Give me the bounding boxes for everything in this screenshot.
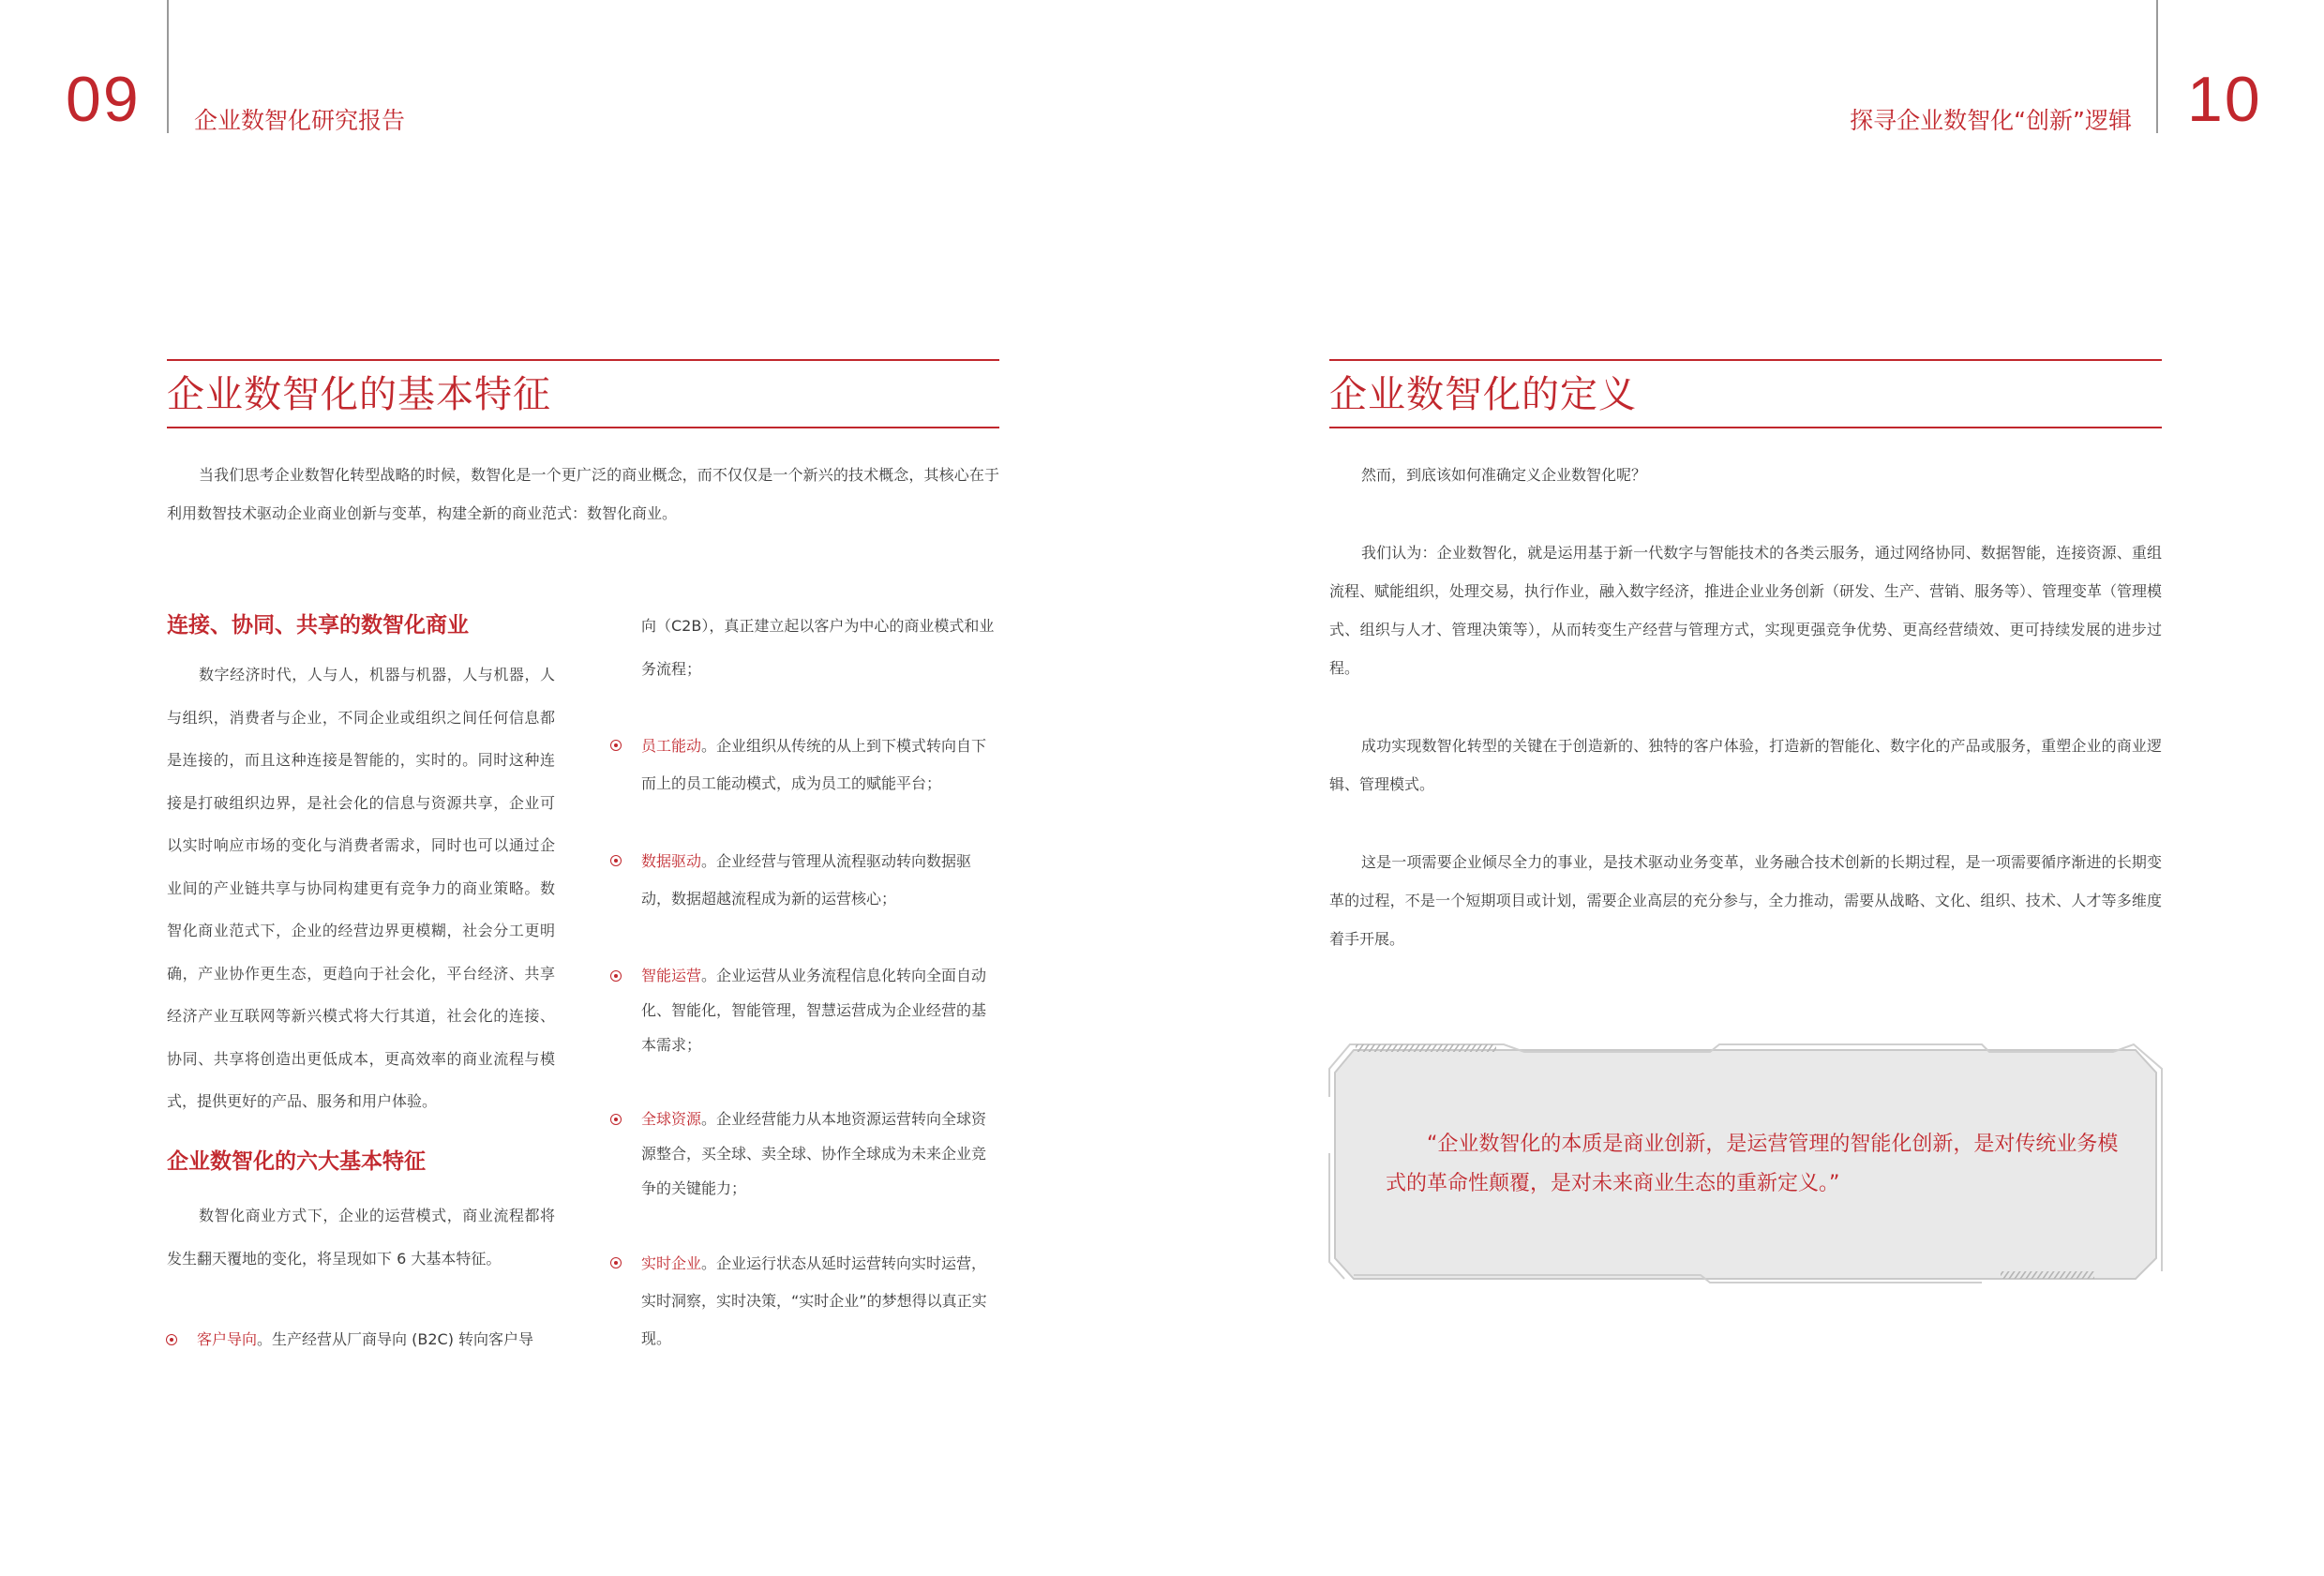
bullet-target-icon [610, 1114, 622, 1125]
feature-employee-initiative [641, 728, 999, 803]
feature-label: 实时企业 [641, 1254, 702, 1272]
feature-label: 员工能动 [641, 737, 702, 755]
left-page-number: 09 [66, 64, 141, 135]
feature-text: 。 [257, 1330, 273, 1348]
definition-question: 然而，到底该如何准确定义企业数智化呢？ [1361, 466, 1647, 484]
feature-label: 数据驱动 [641, 852, 702, 870]
feature-text: 。企业运营从业务流程信息化转向全面自动化、智能化，智能管理，智慧运营成为企业经营的基本需求； [641, 967, 987, 1054]
right-section-title: 企业数智化的定义 [1329, 373, 1637, 416]
section-rule-bottom [167, 427, 999, 428]
six-features-paragraph: 数智化商业方式下，企业的运营模式，商业流程都将发生翻天覆地的变化，将呈现如下 6 大基本特征。 [167, 1207, 555, 1268]
feature-label: 客户导向 [197, 1330, 258, 1348]
left-intro-paragraph: 当我们思考企业数智化转型战略的时候，数智化是一个更广泛的商业概念，而不仅仅是一个新兴的技术概念，其核心在于利用数智技术驱动企业商业创新与变革，构建全新的商业范式：数智化商业。 [167, 466, 999, 522]
section-rule-top [167, 359, 999, 361]
feature-real-time-enterprise [641, 1245, 999, 1358]
left-running-title: 企业数智化研究报告 [194, 107, 406, 134]
bullet-target-icon [610, 855, 622, 866]
right-running-title: 探寻企业数智化“创新”逻辑 [1850, 107, 2132, 134]
key-success-paragraph: 成功实现数智化转型的关键在于创造新的、独特的客户体验，打造新的智能化、数字化的产品或服务，重塑企业的商业逻辑、管理模式。 [1329, 737, 2162, 793]
quote-text: “企业数智化的本质是商业创新，是运营管理的智能化创新，是对传统业务模式的革命性颠覆，是对未来商业生态的重新定义。” [1386, 1133, 2119, 1195]
feature-text: 。企业组织从传统的从上到下模式转向自下而上的员工能动模式，成为员工的赋能平台； [641, 737, 987, 792]
feature-text-line1: 生产经营从厂商导向 (B2C) 转向客户导 [272, 1330, 534, 1348]
feature-customer-oriented-continued: 向（C2B），真正建立起以客户为中心的商业模式和业务流程； [641, 617, 995, 678]
right-page-number: 10 [2187, 64, 2262, 135]
subheading-connection: 连接、协同、共享的数智化商业 [167, 613, 469, 638]
subheading-six-features: 企业数智化的六大基本特征 [167, 1149, 426, 1174]
header-divider-right [2156, 0, 2158, 133]
definition-paragraph: 我们认为：企业数智化，就是运用基于新一代数字与智能技术的各类云服务，通过网络协同、数据智能，连接资源、重组流程、赋能组织，处理交易，执行作业，融入数字经济，推进企业业务创新（研发、生产、营销、服务等）、管理变革（管理模式、组织与人才、管理决策等），从而转变生产经营与管理方式，实现更强竞争优势、更高经营绩效、更可持续发展的进步过程。 [1329, 544, 2163, 677]
bullet-target-icon [610, 1257, 622, 1268]
bullet-target-icon [166, 1334, 177, 1345]
feature-text: 。企业经营与管理从流程驱动转向数据驱动，数据超越流程成为新的运营核心； [641, 852, 972, 908]
right-section-rule-bottom [1329, 427, 2162, 428]
feature-intelligent-operation [641, 958, 999, 1062]
feature-text: 。企业经营能力从本地资源运营转向全球资源整合，买全球、卖全球、协作全球成为未来企业竞争的关键能力； [641, 1110, 987, 1197]
bullet-target-icon [610, 970, 622, 982]
long-term-paragraph: 这是一项需要企业倾尽全力的事业，是技术驱动业务变革，业务融合技术创新的长期过程，是一项需要循序渐进的长期变革的过程，不是一个短期项目或计划，需要企业高层的充分参与，全力推动，需要从战略、文化、组织、技术、人才等多维度着手开展。 [1329, 853, 2162, 948]
right-section-rule-top [1329, 359, 2162, 361]
feature-customer-oriented [197, 1322, 591, 1358]
bullet-target-icon [610, 740, 622, 751]
feature-global-resources [641, 1102, 999, 1206]
connection-paragraph: 数字经济时代，人与人，机器与机器，人与机器，人与组织，消费者与企业，不同企业或组织之间任何信息都是连接的，而且这种连接是智能的，实时的。同时这种连接是打破组织边界，是社会化的信息与资源共享，企业可以实时响应市场的变化与消费者需求，同时也可以通过企业间的产业链共享与协同构建更有竞争力的商业策略。数智化商业范式下，企业的经营边界更模糊，社会分工更明确，产业协作更生态，更趋向于社会化，平台经济、共享经济产业互联网等新兴模式将大行其道，社会化的连接、协同、共享将创造出更低成本，更高效率的商业流程与模式，提供更好的产品、服务和用户体验。 [167, 666, 555, 1110]
feature-data-driven [641, 843, 999, 918]
left-section-title: 企业数智化的基本特征 [167, 373, 551, 416]
feature-text: 。企业运行状态从延时运营转向实时运营，实时洞察，实时决策，“实时企业”的梦想得以真正实现。 [641, 1254, 987, 1347]
feature-label: 全球资源 [641, 1110, 702, 1128]
header-divider-left [167, 0, 169, 133]
feature-label: 智能运营 [641, 967, 702, 984]
